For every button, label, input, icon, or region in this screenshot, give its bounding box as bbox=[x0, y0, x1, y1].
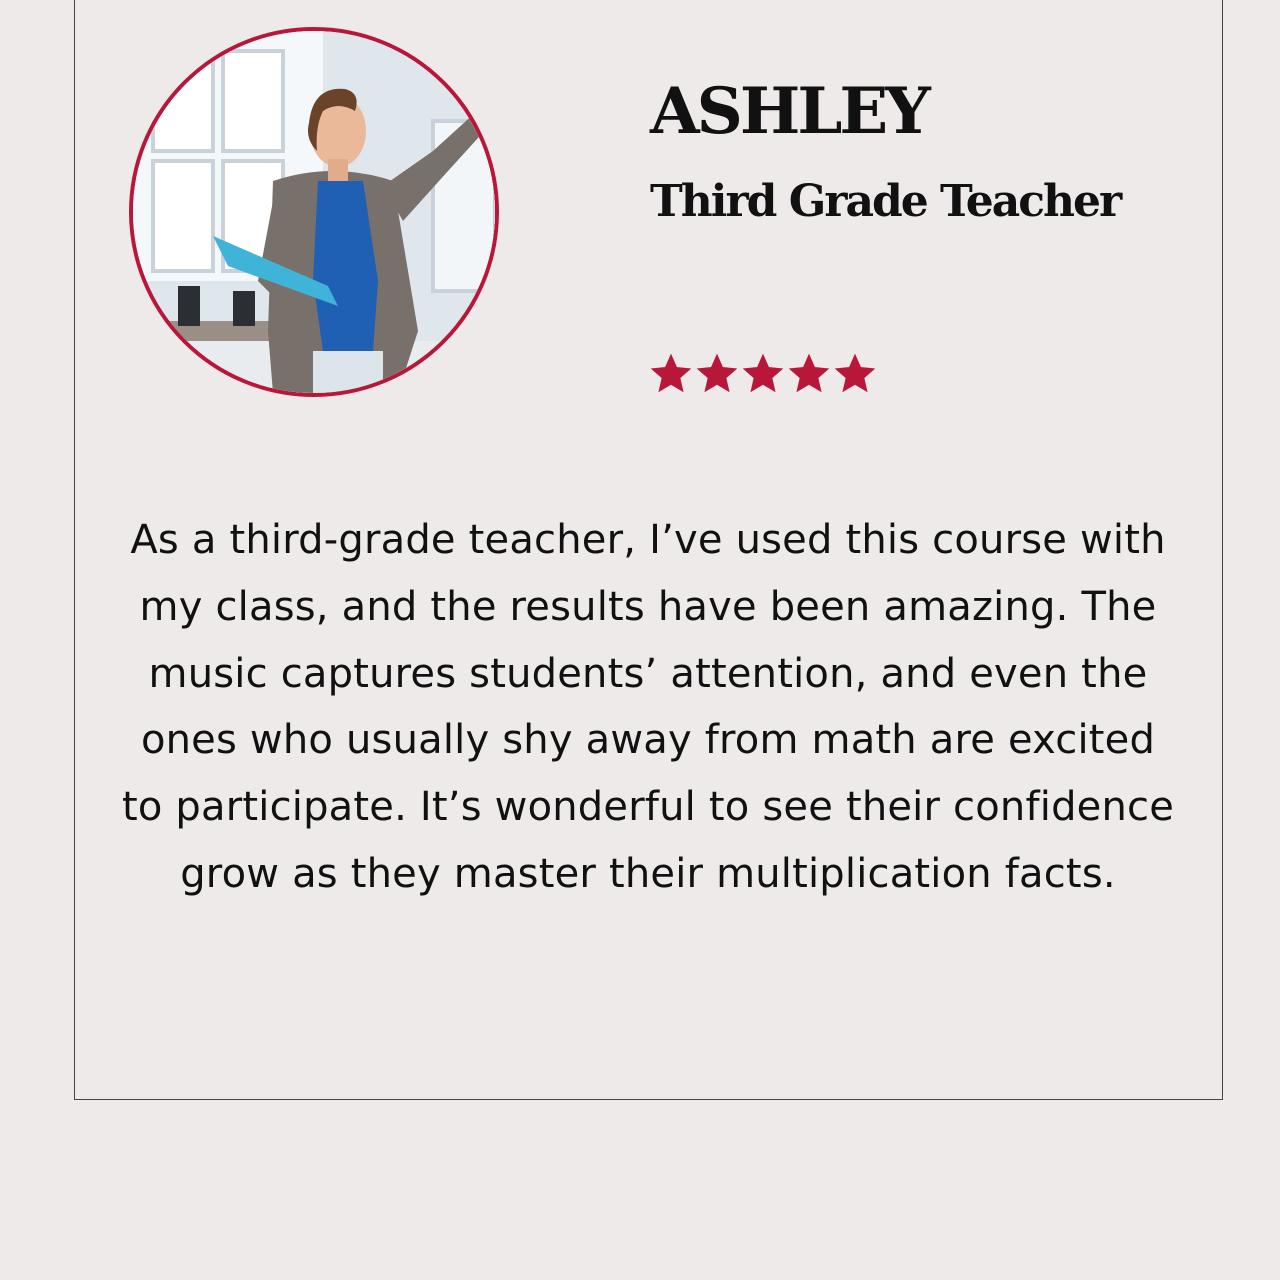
star-icon bbox=[832, 351, 878, 397]
teacher-photo bbox=[133, 31, 495, 393]
reviewer-name: ASHLEY bbox=[650, 74, 928, 149]
star-icon bbox=[648, 351, 694, 397]
testimonial-quote: As a third-grade teacher, I’ve used this course with my class, and the results have been amazing. The music captures students’ attention, and even the ones who usually shy away from math are excited to participate. It’s wonderful to see their confidence grow as they master their multiplication facts. bbox=[121, 517, 1175, 897]
reviewer-role: Third Grade Teacher bbox=[650, 176, 1121, 227]
star-icon bbox=[740, 351, 786, 397]
star-icon bbox=[786, 351, 832, 397]
teacher-avatar bbox=[129, 27, 499, 397]
star-rating bbox=[648, 351, 878, 397]
star-icon bbox=[694, 351, 740, 397]
